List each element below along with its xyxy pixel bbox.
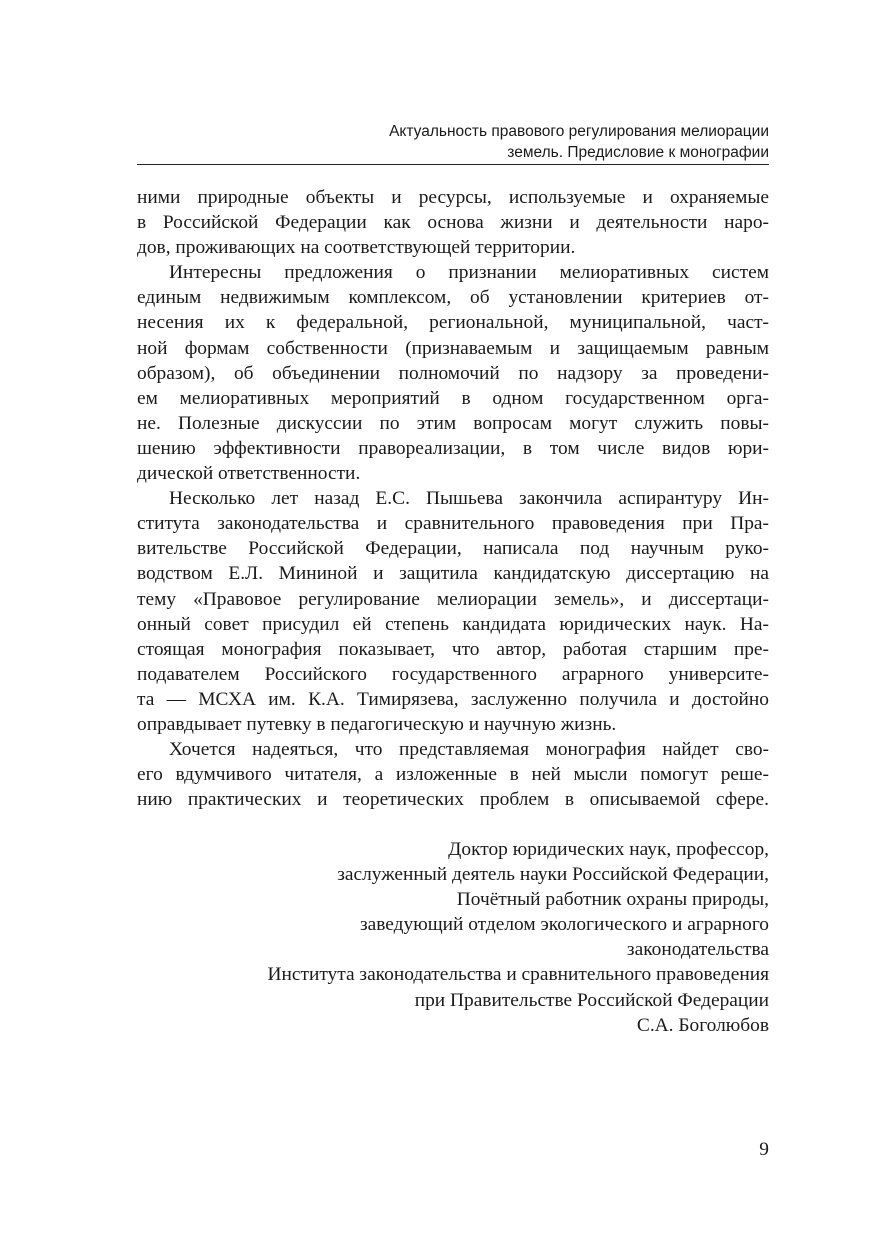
signature-line: Почётный работник охраны природы, (456, 889, 769, 911)
signature-author-name: С.А. Боголюбов (636, 1014, 769, 1036)
signature-line: законодательства (626, 939, 769, 961)
signature-line: Доктор юридических наук, профессор, (448, 839, 769, 860)
text-line: Интересны предложения о признании мелиоративных систем (169, 262, 769, 284)
text-line: образом), об объединении полномочий по надзору за проведени- (137, 362, 769, 384)
text-line: дической ответственности. (137, 463, 361, 485)
text-line: ними природные объекты и ресурсы, используемые и охраняемые (137, 187, 769, 208)
text-line: стоящая монография показывает, что автор, работая старшим пре- (137, 638, 769, 660)
page-number: 9 (759, 1139, 769, 1160)
text-line: несения их к федеральной, региональной, муниципальной, част- (137, 312, 769, 334)
text-line: ем мелиоративных мероприятий в одном государственном орга- (137, 387, 769, 409)
text-line: оправдывает путевку в педагогическую и научную жизнь. (137, 713, 617, 735)
signature-block (137, 837, 769, 1038)
text-line: вительстве Российской Федерации, написала под научным руко- (137, 538, 769, 560)
paragraph (137, 260, 769, 486)
running-head-line: Актуальность правового регулирования мелиорации (389, 123, 769, 140)
text-line: ститута законодательства и сравнительного правоведения при Пра- (137, 513, 769, 535)
text-line: онный совет присудил ей степень кандидата юридических наук. На- (137, 613, 769, 635)
header-rule (137, 164, 769, 165)
text-line: водством Е.Л. Мининой и защитила кандидатскую диссертацию на (137, 563, 769, 585)
paragraph (137, 486, 769, 737)
text-line: не. Полезные дискуссии по этим вопросам могут служить повы- (137, 412, 769, 434)
text-line: его вдумчивого читателя, а изложенные в ней мысли помогут реше- (137, 764, 769, 786)
text-line: нию практических и теоретических проблем в описываемой сфере. (137, 789, 769, 811)
text-line: шению эффективности правореализации, в том числе видов юри- (137, 437, 769, 459)
running-head (137, 121, 769, 163)
paragraph (137, 737, 769, 812)
paragraph (137, 185, 769, 260)
text-line: подавателем Российского государственного аграрного университе- (137, 663, 769, 685)
text-line: в Российской Федерации как основа жизни и деятельности наро- (137, 212, 769, 234)
text-line: Хочется надеяться, что представляемая монография найдет сво- (169, 739, 769, 761)
text-line: дов, проживающих на соответствующей территории. (137, 237, 576, 259)
body-text (137, 185, 769, 812)
signature-line: заведующий отделом экологического и аграрного (359, 914, 769, 936)
running-head-line: земель. Предисловие к монографии (507, 144, 769, 161)
text-line: ной формам собственности (признаваемым и защищаемым равным (137, 337, 769, 359)
text-line: единым недвижимым комплексом, об установлении критериев от- (137, 287, 769, 309)
text-line: та — МСХА им. К.А. Тимирязева, заслуженно получила и достойно (137, 688, 769, 710)
text-line: Несколько лет назад Е.С. Пышьева закончила аспирантуру Ин- (169, 488, 769, 510)
text-line: тему «Правовое регулирование мелиорации земель», и диссертаци- (137, 588, 769, 610)
signature-line: при Правительстве Российской Федерации (414, 989, 769, 1011)
signature-line: заслуженный деятель науки Российской Федерации, (337, 864, 769, 886)
signature-line: Института законодательства и сравнительного правоведения (267, 964, 769, 986)
